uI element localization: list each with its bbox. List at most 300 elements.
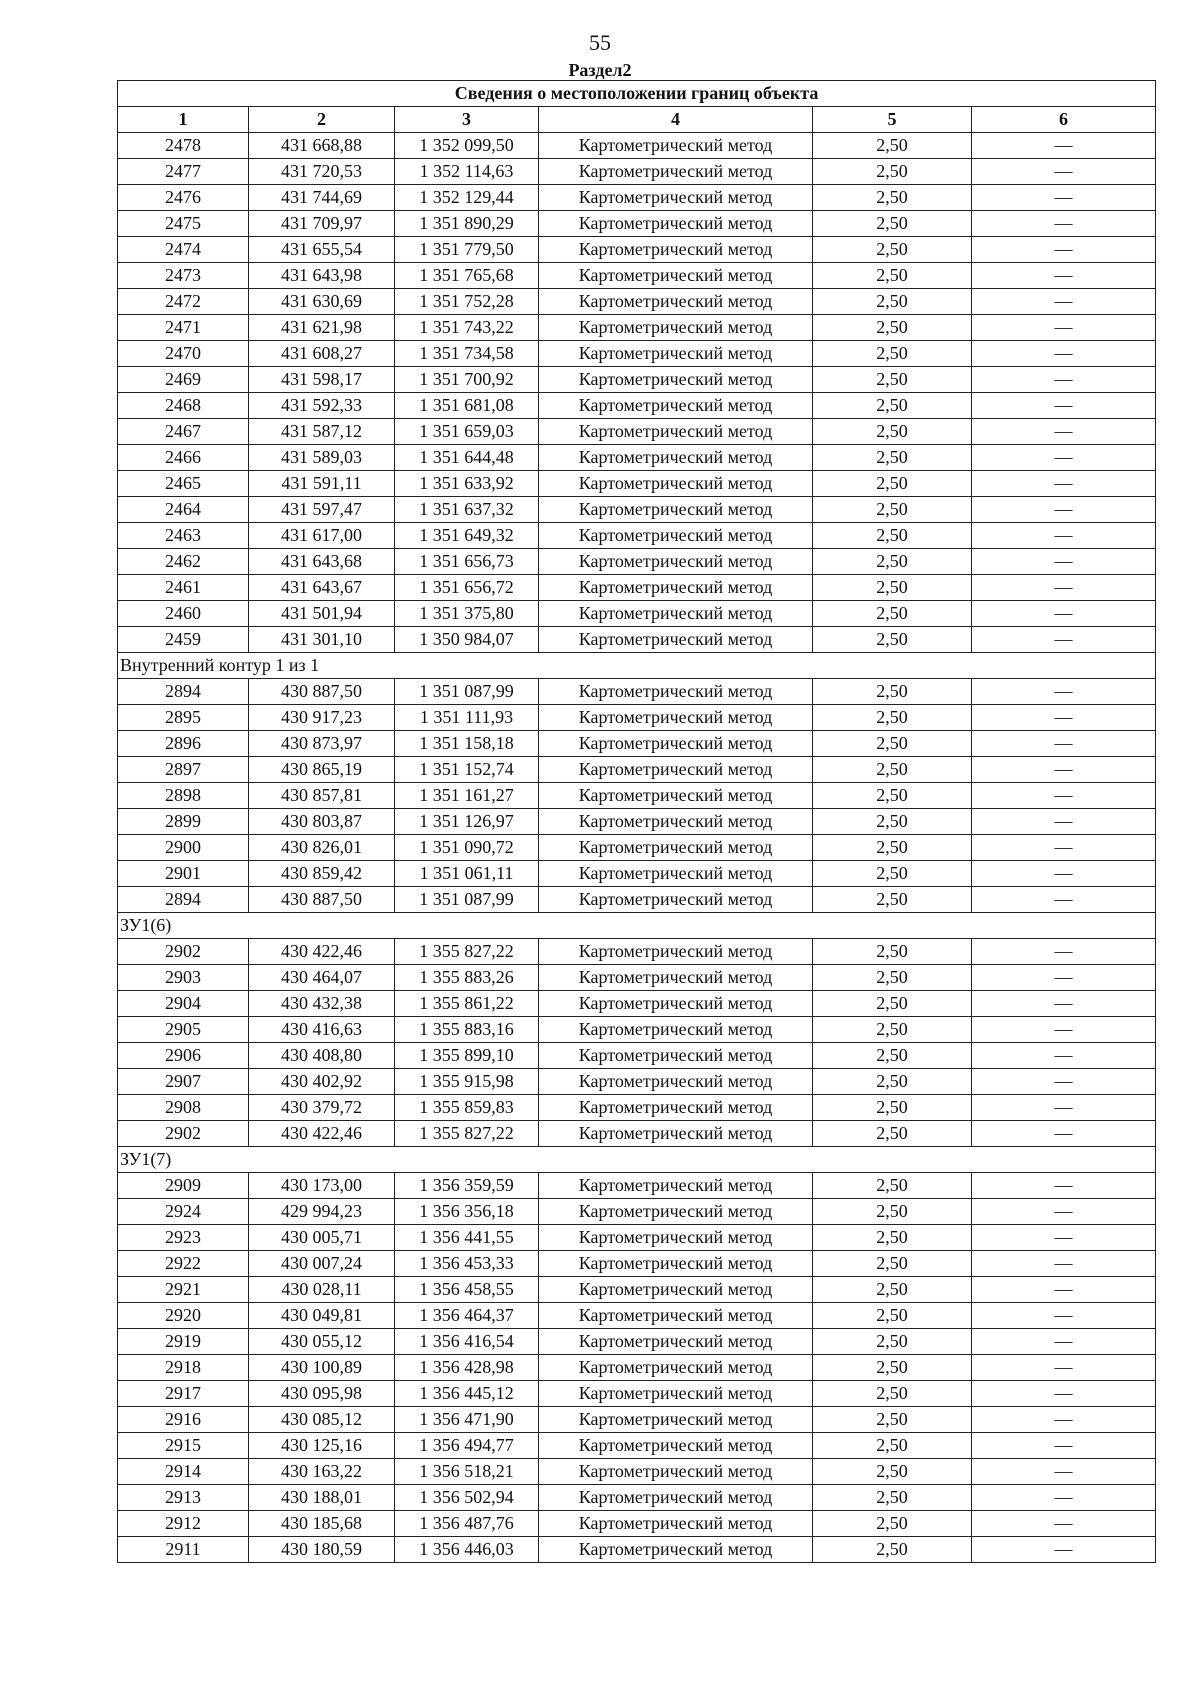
table-cell: 430 803,87 — [249, 809, 395, 835]
table-cell: 431 720,53 — [249, 159, 395, 185]
table-cell: 2,50 — [813, 1537, 972, 1563]
table-cell: 2459 — [118, 627, 249, 653]
table-cell: 430 028,11 — [249, 1277, 395, 1303]
table-row — [118, 965, 1156, 991]
table-cell: 2,50 — [813, 575, 972, 601]
table-cell: 430 188,01 — [249, 1485, 395, 1511]
table-cell: — — [972, 237, 1156, 263]
table-cell: 430 432,38 — [249, 991, 395, 1017]
table-cell: 2916 — [118, 1407, 249, 1433]
table-cell: 2,50 — [813, 1225, 972, 1251]
group-label-row — [118, 653, 1156, 679]
table-row — [118, 835, 1156, 861]
table-cell: 2,50 — [813, 1329, 972, 1355]
table-cell: 1 356 458,55 — [395, 1277, 539, 1303]
table-row — [118, 185, 1156, 211]
table-cell: — — [972, 731, 1156, 757]
table-cell: 2,50 — [813, 497, 972, 523]
table-cell: — — [972, 211, 1156, 237]
table-row — [118, 1407, 1156, 1433]
table-cell: 1 351 734,58 — [395, 341, 539, 367]
table-cell: — — [972, 419, 1156, 445]
table-cell: 2,50 — [813, 367, 972, 393]
boundary-table — [117, 80, 1156, 1563]
table-cell: 1 351 659,03 — [395, 419, 539, 445]
table-cell: 1 356 487,76 — [395, 1511, 539, 1537]
table-row — [118, 601, 1156, 627]
table-row — [118, 861, 1156, 887]
group-label: Внутренний контур 1 из 1 — [118, 653, 1156, 679]
table-cell: Картометрический метод — [539, 263, 813, 289]
table-cell: 430 173,00 — [249, 1173, 395, 1199]
table-cell: 2918 — [118, 1355, 249, 1381]
table-cell: 2919 — [118, 1329, 249, 1355]
table-cell: Картометрический метод — [539, 341, 813, 367]
table-row — [118, 1511, 1156, 1537]
table-cell: — — [972, 549, 1156, 575]
table-cell: 2460 — [118, 601, 249, 627]
table-cell: Картометрический метод — [539, 523, 813, 549]
table-cell: 2,50 — [813, 887, 972, 913]
table-cell: 2,50 — [813, 1095, 972, 1121]
table-cell: 431 630,69 — [249, 289, 395, 315]
table-cell: 430 163,22 — [249, 1459, 395, 1485]
table-cell: — — [972, 1433, 1156, 1459]
table-cell: Картометрический метод — [539, 445, 813, 471]
table-cell: 2,50 — [813, 757, 972, 783]
table-cell: 1 351 656,72 — [395, 575, 539, 601]
table-cell: 2,50 — [813, 679, 972, 705]
table-cell: 430 464,07 — [249, 965, 395, 991]
table-cell: Картометрический метод — [539, 1069, 813, 1095]
table-cell: 1 355 861,22 — [395, 991, 539, 1017]
table-cell: — — [972, 1381, 1156, 1407]
table-row — [118, 523, 1156, 549]
table-cell: 2,50 — [813, 523, 972, 549]
table-cell: 2,50 — [813, 1121, 972, 1147]
table-cell: Картометрический метод — [539, 1225, 813, 1251]
table-cell: 430 887,50 — [249, 679, 395, 705]
table-cell: 2,50 — [813, 705, 972, 731]
table-cell: 1 351 779,50 — [395, 237, 539, 263]
table-cell: 2,50 — [813, 1069, 972, 1095]
table-row — [118, 263, 1156, 289]
table-cell: 431 597,47 — [249, 497, 395, 523]
table-cell: 1 356 441,55 — [395, 1225, 539, 1251]
table-cell: — — [972, 627, 1156, 653]
table-cell: 2,50 — [813, 965, 972, 991]
table-cell: 430 100,89 — [249, 1355, 395, 1381]
table-cell: 430 379,72 — [249, 1095, 395, 1121]
table-cell: — — [972, 1121, 1156, 1147]
table-row — [118, 991, 1156, 1017]
table-cell: 1 351 644,48 — [395, 445, 539, 471]
table-cell: — — [972, 1277, 1156, 1303]
table-cell: Картометрический метод — [539, 237, 813, 263]
table-cell: 2,50 — [813, 1485, 972, 1511]
table-cell: 431 643,67 — [249, 575, 395, 601]
table-cell: 2908 — [118, 1095, 249, 1121]
table-cell: 2,50 — [813, 341, 972, 367]
table-cell: — — [972, 1069, 1156, 1095]
table-cell: 2904 — [118, 991, 249, 1017]
table-cell: Картометрический метод — [539, 419, 813, 445]
table-cell: Картометрический метод — [539, 185, 813, 211]
table-row — [118, 133, 1156, 159]
table-cell: 2898 — [118, 783, 249, 809]
table-cell: — — [972, 133, 1156, 159]
table-row — [118, 1537, 1156, 1563]
table-row — [118, 575, 1156, 601]
table-cell: 430 865,19 — [249, 757, 395, 783]
table-row — [118, 445, 1156, 471]
table-cell: Картометрический метод — [539, 133, 813, 159]
table-cell: 2469 — [118, 367, 249, 393]
table-cell: 2902 — [118, 939, 249, 965]
table-cell: 2895 — [118, 705, 249, 731]
table-cell: 1 351 633,92 — [395, 471, 539, 497]
table-cell: 1 356 446,03 — [395, 1537, 539, 1563]
table-cell: — — [972, 1303, 1156, 1329]
table-cell: 2,50 — [813, 445, 972, 471]
table-cell: 2896 — [118, 731, 249, 757]
table-cell: 2,50 — [813, 991, 972, 1017]
table-cell: 2,50 — [813, 731, 972, 757]
table-cell: — — [972, 965, 1156, 991]
table-cell: Картометрический метод — [539, 367, 813, 393]
table-cell: — — [972, 835, 1156, 861]
table-cell: Картометрический метод — [539, 1017, 813, 1043]
table-cell: 2,50 — [813, 939, 972, 965]
column-header: 6 — [972, 107, 1156, 133]
table-cell: Картометрический метод — [539, 1355, 813, 1381]
table-cell: 1 355 883,16 — [395, 1017, 539, 1043]
table-cell: — — [972, 809, 1156, 835]
table-cell: 1 351 087,99 — [395, 887, 539, 913]
table-cell: 2912 — [118, 1511, 249, 1537]
table-cell: 2,50 — [813, 1173, 972, 1199]
table-cell: 2900 — [118, 835, 249, 861]
table-cell: 1 356 464,37 — [395, 1303, 539, 1329]
table-cell: 2,50 — [813, 1459, 972, 1485]
table-cell: 2463 — [118, 523, 249, 549]
table-cell: Картометрический метод — [539, 783, 813, 809]
table-cell: 430 007,24 — [249, 1251, 395, 1277]
table-cell: — — [972, 575, 1156, 601]
table-cell: 1 356 502,94 — [395, 1485, 539, 1511]
table-row — [118, 549, 1156, 575]
table-cell: Картометрический метод — [539, 471, 813, 497]
table-cell: 430 085,12 — [249, 1407, 395, 1433]
table-cell: 1 356 359,59 — [395, 1173, 539, 1199]
table-cell: 2,50 — [813, 783, 972, 809]
table-cell: 1 352 114,63 — [395, 159, 539, 185]
table-cell: — — [972, 341, 1156, 367]
table-cell: 1 355 899,10 — [395, 1043, 539, 1069]
column-header: 5 — [813, 107, 972, 133]
table-cell: Картометрический метод — [539, 497, 813, 523]
table-cell: — — [972, 497, 1156, 523]
table-cell: 2466 — [118, 445, 249, 471]
table-cell: Картометрический метод — [539, 315, 813, 341]
table-row — [118, 367, 1156, 393]
table-caption: Сведения о местоположении границ объекта — [118, 81, 1156, 107]
table-cell: 2461 — [118, 575, 249, 601]
table-cell: Картометрический метод — [539, 393, 813, 419]
group-label: ЗУ1(7) — [118, 1147, 1156, 1173]
table-cell: — — [972, 757, 1156, 783]
table-cell: 2476 — [118, 185, 249, 211]
table-cell: 2915 — [118, 1433, 249, 1459]
table-cell: 1 355 827,22 — [395, 1121, 539, 1147]
table-cell: 430 180,59 — [249, 1537, 395, 1563]
table-cell: 1 356 416,54 — [395, 1329, 539, 1355]
table-cell: 1 356 445,12 — [395, 1381, 539, 1407]
column-header: 1 — [118, 107, 249, 133]
table-cell: — — [972, 1485, 1156, 1511]
table-cell: Картометрический метод — [539, 627, 813, 653]
table-cell: 2,50 — [813, 1017, 972, 1043]
table-cell: Картометрический метод — [539, 1433, 813, 1459]
table-cell: Картометрический метод — [539, 1329, 813, 1355]
table-cell: Картометрический метод — [539, 1173, 813, 1199]
table-row — [118, 1485, 1156, 1511]
table-cell: — — [972, 991, 1156, 1017]
table-cell: 1 351 681,08 — [395, 393, 539, 419]
table-cell: 2,50 — [813, 1303, 972, 1329]
table-row — [118, 731, 1156, 757]
table-cell: Картометрический метод — [539, 991, 813, 1017]
table-cell: 2,50 — [813, 1381, 972, 1407]
table-cell: 431 668,88 — [249, 133, 395, 159]
table-cell: 2,50 — [813, 393, 972, 419]
table-cell: 431 621,98 — [249, 315, 395, 341]
table-cell: — — [972, 1251, 1156, 1277]
table-cell: 2,50 — [813, 809, 972, 835]
table-row — [118, 1303, 1156, 1329]
table-row — [118, 1225, 1156, 1251]
table-cell: — — [972, 1329, 1156, 1355]
table-cell: 2462 — [118, 549, 249, 575]
table-row — [118, 1199, 1156, 1225]
table-cell: 431 744,69 — [249, 185, 395, 211]
table-cell: 430 422,46 — [249, 1121, 395, 1147]
table-cell: 2,50 — [813, 835, 972, 861]
table-cell: 1 351 161,27 — [395, 783, 539, 809]
table-cell: — — [972, 523, 1156, 549]
table-cell: — — [972, 783, 1156, 809]
table-cell: 2921 — [118, 1277, 249, 1303]
table-row — [118, 705, 1156, 731]
table-cell: 1 356 494,77 — [395, 1433, 539, 1459]
table-cell: 2,50 — [813, 315, 972, 341]
table-cell: 1 355 859,83 — [395, 1095, 539, 1121]
table-cell: Картометрический метод — [539, 835, 813, 861]
table-cell: Картометрический метод — [539, 965, 813, 991]
table-cell: 2,50 — [813, 1199, 972, 1225]
table-cell: 431 589,03 — [249, 445, 395, 471]
table-cell: 431 643,68 — [249, 549, 395, 575]
table-cell: 1 351 087,99 — [395, 679, 539, 705]
table-cell: 430 095,98 — [249, 1381, 395, 1407]
table-cell: 431 301,10 — [249, 627, 395, 653]
table-cell: 2907 — [118, 1069, 249, 1095]
table-cell: — — [972, 601, 1156, 627]
table-row — [118, 887, 1156, 913]
table-cell: 1 351 111,93 — [395, 705, 539, 731]
table-cell: 2902 — [118, 1121, 249, 1147]
table-cell: 430 887,50 — [249, 887, 395, 913]
table-row — [118, 1173, 1156, 1199]
table-cell: — — [972, 445, 1156, 471]
table-cell: Картометрический метод — [539, 1199, 813, 1225]
table-cell: 2906 — [118, 1043, 249, 1069]
table-cell: 2,50 — [813, 237, 972, 263]
table-cell: 430 917,23 — [249, 705, 395, 731]
table-cell: 430 005,71 — [249, 1225, 395, 1251]
table-row — [118, 783, 1156, 809]
table-cell: 1 352 099,50 — [395, 133, 539, 159]
table-cell: 2475 — [118, 211, 249, 237]
table-cell: 2473 — [118, 263, 249, 289]
table-row — [118, 315, 1156, 341]
table-cell: 2472 — [118, 289, 249, 315]
table-cell: 2471 — [118, 315, 249, 341]
table-cell: 2,50 — [813, 263, 972, 289]
table-cell: Картометрический метод — [539, 1485, 813, 1511]
group-label: ЗУ1(6) — [118, 913, 1156, 939]
table-cell: 1 351 752,28 — [395, 289, 539, 315]
table-cell: 430 422,46 — [249, 939, 395, 965]
table-cell: 431 501,94 — [249, 601, 395, 627]
table-cell: 2897 — [118, 757, 249, 783]
table-cell: 2470 — [118, 341, 249, 367]
table-cell: 2894 — [118, 679, 249, 705]
table-cell: 2909 — [118, 1173, 249, 1199]
table-cell: 2914 — [118, 1459, 249, 1485]
table-cell: 1 351 649,32 — [395, 523, 539, 549]
table-cell: 2464 — [118, 497, 249, 523]
table-cell: 2901 — [118, 861, 249, 887]
table-cell: Картометрический метод — [539, 549, 813, 575]
table-cell: — — [972, 1225, 1156, 1251]
table-cell: 429 994,23 — [249, 1199, 395, 1225]
table-cell: — — [972, 887, 1156, 913]
table-cell: 2911 — [118, 1537, 249, 1563]
table-cell: 2,50 — [813, 159, 972, 185]
table-cell: 1 351 765,68 — [395, 263, 539, 289]
table-cell: 430 055,12 — [249, 1329, 395, 1355]
table-cell: 431 587,12 — [249, 419, 395, 445]
table-cell: — — [972, 679, 1156, 705]
table-cell: 2913 — [118, 1485, 249, 1511]
table-cell: — — [972, 315, 1156, 341]
table-cell: 2,50 — [813, 133, 972, 159]
table-cell: Картометрический метод — [539, 289, 813, 315]
table-cell: Картометрический метод — [539, 1277, 813, 1303]
table-row — [118, 757, 1156, 783]
table-row — [118, 237, 1156, 263]
table-row — [118, 1277, 1156, 1303]
table-cell: 1 352 129,44 — [395, 185, 539, 211]
table-cell: Картометрический метод — [539, 1511, 813, 1537]
table-cell: 2,50 — [813, 601, 972, 627]
table-cell: Картометрический метод — [539, 809, 813, 835]
table-cell: 1 351 743,22 — [395, 315, 539, 341]
group-label-row — [118, 1147, 1156, 1173]
table-cell: Картометрический метод — [539, 211, 813, 237]
table-cell: 430 857,81 — [249, 783, 395, 809]
table-cell: 2,50 — [813, 1277, 972, 1303]
table-cell: — — [972, 367, 1156, 393]
table-cell: 2899 — [118, 809, 249, 835]
table-row — [118, 809, 1156, 835]
table-cell: 2,50 — [813, 1511, 972, 1537]
table-cell: — — [972, 1355, 1156, 1381]
table-cell: 430 185,68 — [249, 1511, 395, 1537]
table-row — [118, 289, 1156, 315]
table-cell: 2474 — [118, 237, 249, 263]
table-cell: 2,50 — [813, 1251, 972, 1277]
table-cell: Картометрический метод — [539, 731, 813, 757]
table-row — [118, 1329, 1156, 1355]
table-cell: — — [972, 185, 1156, 211]
table-cell: — — [972, 1459, 1156, 1485]
table-cell: 2,50 — [813, 289, 972, 315]
table-cell: 1 351 158,18 — [395, 731, 539, 757]
table-row — [118, 497, 1156, 523]
table-cell: — — [972, 1537, 1156, 1563]
table-cell: Картометрический метод — [539, 1407, 813, 1433]
table-cell: 2,50 — [813, 419, 972, 445]
table-row — [118, 341, 1156, 367]
table-cell: 430 826,01 — [249, 835, 395, 861]
table-cell: Картометрический метод — [539, 705, 813, 731]
table-cell: 2920 — [118, 1303, 249, 1329]
table-cell: 1 355 915,98 — [395, 1069, 539, 1095]
table-cell: 431 608,27 — [249, 341, 395, 367]
table-cell: — — [972, 393, 1156, 419]
table-cell: 2905 — [118, 1017, 249, 1043]
table-cell: Картометрический метод — [539, 1043, 813, 1069]
table-row — [118, 1069, 1156, 1095]
table-cell: 2917 — [118, 1381, 249, 1407]
table-row — [118, 1017, 1156, 1043]
table-cell: 1 351 375,80 — [395, 601, 539, 627]
table-cell: — — [972, 1017, 1156, 1043]
table-cell: — — [972, 263, 1156, 289]
table-row — [118, 627, 1156, 653]
table-cell: 430 049,81 — [249, 1303, 395, 1329]
table-cell: 2468 — [118, 393, 249, 419]
table-cell: Картометрический метод — [539, 1095, 813, 1121]
table-cell: 1 356 471,90 — [395, 1407, 539, 1433]
table-cell: 1 351 700,92 — [395, 367, 539, 393]
table-cell: Картометрический метод — [539, 939, 813, 965]
table-row — [118, 471, 1156, 497]
table-cell: — — [972, 159, 1156, 185]
table-row — [118, 1355, 1156, 1381]
table-cell: Картометрический метод — [539, 1381, 813, 1407]
table-cell: 430 859,42 — [249, 861, 395, 887]
table-cell: 430 402,92 — [249, 1069, 395, 1095]
table-cell: 1 356 518,21 — [395, 1459, 539, 1485]
table-cell: Картометрический метод — [539, 575, 813, 601]
table-row — [118, 1251, 1156, 1277]
table-cell: 431 591,11 — [249, 471, 395, 497]
table-cell: 1 351 090,72 — [395, 835, 539, 861]
table-cell: — — [972, 1407, 1156, 1433]
